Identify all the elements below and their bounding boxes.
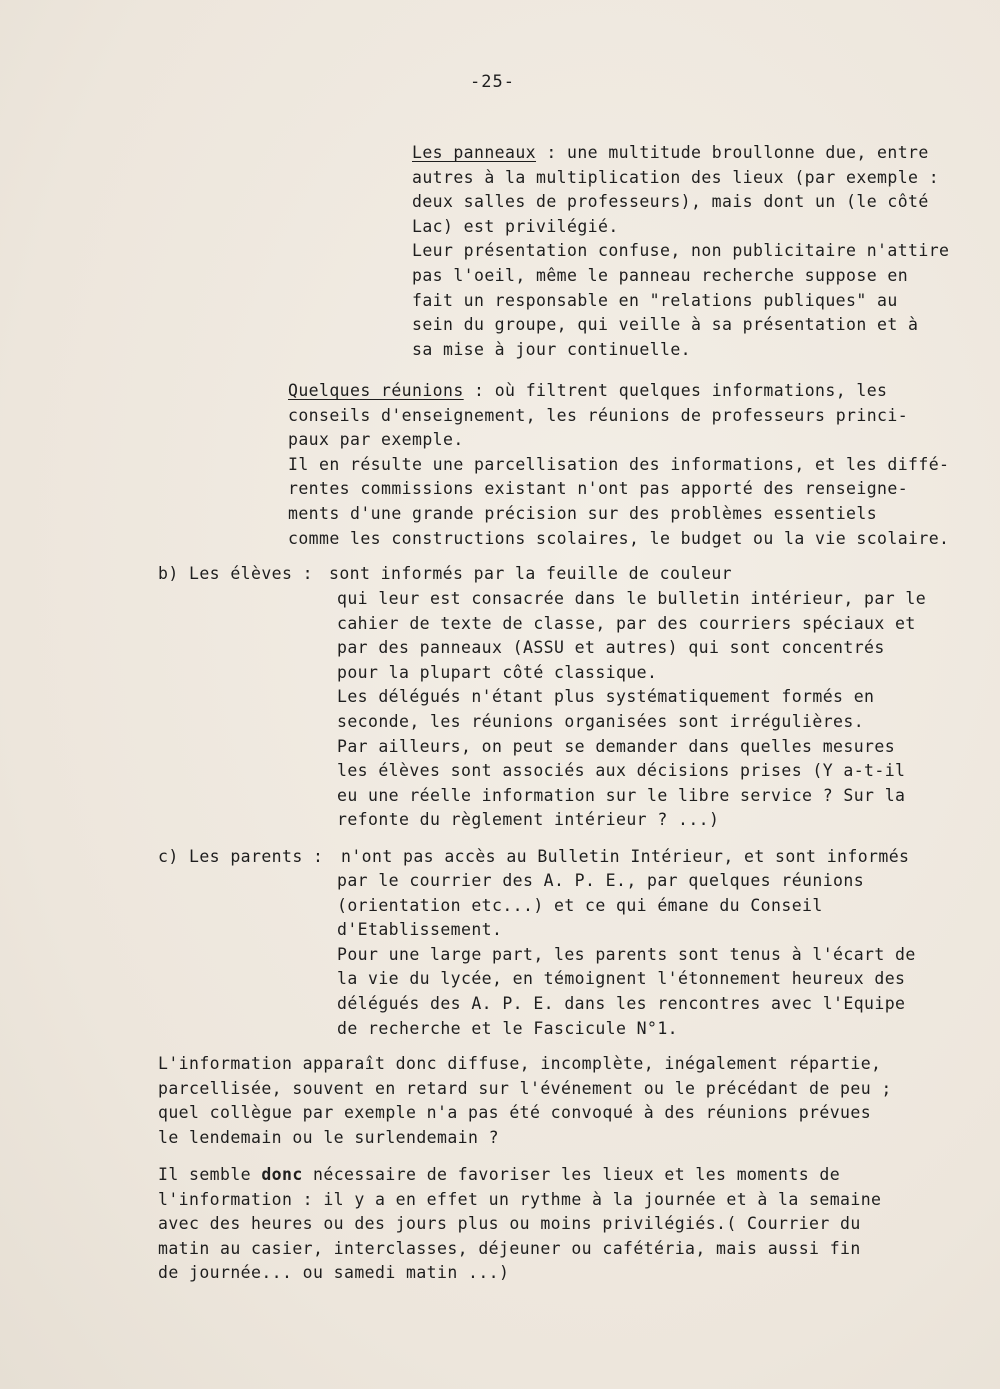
paragraph-line: d'Etablissement. bbox=[337, 920, 503, 940]
paragraph-line: par le courrier des A. P. E., par quelques réunions bbox=[337, 871, 865, 890]
section-label-eleves: b) Les élèves : bbox=[158, 564, 314, 583]
paragraph-line: Il en résulte une parcellisation des informations, et les diffé- bbox=[288, 454, 950, 474]
paragraph-line: Pour une large part, les parents sont tenus à l'écart de bbox=[337, 944, 916, 964]
paragraph-line: la vie du lycée, en témoignent l'étonnement heureux des bbox=[337, 969, 906, 989]
paragraph-line bbox=[412, 141, 949, 166]
paragraph-conclusion-1 bbox=[158, 1052, 892, 1150]
paragraph-line: autres à la multiplication des lieux (par exemple : bbox=[412, 167, 940, 187]
paragraph-line: Lac) est privilégié. bbox=[412, 216, 619, 236]
text-span: : où filtrent quelques informations, les bbox=[463, 381, 888, 400]
paragraph-line: (orientation etc...) et ce qui émane du Conseil bbox=[337, 895, 823, 915]
paragraph-line bbox=[158, 1163, 881, 1188]
paragraph-line: l'information : il y a en effet un rythme à la journée et à la semaine bbox=[158, 1189, 882, 1209]
text-span: nécessaire de favoriser les lieux et les moments de bbox=[302, 1165, 841, 1184]
paragraph-line: parcellisée, souvent en retard sur l'événement ou le précédant de peu ; bbox=[158, 1078, 892, 1098]
section-label-reunions: Quelques réunions bbox=[288, 381, 464, 400]
paragraph-line: par des panneaux (ASSU et autres) qui sont concentrés bbox=[337, 638, 885, 658]
paragraph-panneaux bbox=[412, 141, 949, 362]
paragraph-line: sein du groupe, qui veille à sa présentation et à bbox=[412, 315, 919, 335]
text-span: : une multitude broullonne due, entre bbox=[536, 143, 929, 162]
paragraph-line: deux salles de professeurs), mais dont un (le côté bbox=[412, 192, 929, 212]
paragraph-line: Les délégués n'étant plus systématiquement formés en bbox=[337, 687, 875, 707]
paragraph-line: seconde, les réunions organisées sont irrégulières. bbox=[337, 711, 865, 731]
paragraph-line: n'ont pas accès au Bulletin Intérieur, et sont informés bbox=[341, 847, 910, 866]
paragraph-line: avec des heures ou des jours plus ou moins privilégiés.( Courrier du bbox=[158, 1214, 861, 1234]
paragraph-line: Leur présentation confuse, non publicitaire n'attire bbox=[412, 241, 950, 261]
paragraph-line: qui leur est consacrée dans le bulletin intérieur, par le bbox=[337, 589, 927, 608]
paragraph-line: sont informés par la feuille de couleur bbox=[329, 564, 733, 583]
paragraph-line: Par ailleurs, on peut se demander dans quelles mesures bbox=[337, 736, 896, 756]
paragraph-eleves bbox=[337, 587, 926, 833]
paragraph-line: fait un responsable en "relations publiques" au bbox=[412, 290, 898, 310]
paragraph-line: le lendemain ou le surlendemain ? bbox=[158, 1127, 500, 1147]
paragraph-line: refonte du règlement intérieur ? ...) bbox=[337, 810, 720, 830]
paragraph-line: comme les constructions scolaires, le budget ou la vie scolaire. bbox=[288, 528, 950, 548]
paragraph-line: les élèves sont associés aux décisions prises (Y a-t-il bbox=[337, 761, 906, 781]
paragraph-line: quel collègue par exemple n'a pas été convoqué à des réunions prévues bbox=[158, 1103, 872, 1123]
paragraph-line: pas l'oeil, même le panneau recherche suppose en bbox=[412, 265, 909, 285]
paragraph-line: délégués des A. P. E. dans les rencontres avec l'Equipe bbox=[337, 993, 906, 1013]
section-label-parents: c) Les parents : bbox=[158, 847, 324, 866]
paragraph-conclusion-2 bbox=[158, 1163, 881, 1286]
paragraph-reunions bbox=[288, 379, 949, 551]
text-span: Il semble bbox=[158, 1165, 262, 1184]
paragraph-line: sa mise à jour continuelle. bbox=[412, 339, 692, 359]
paragraph-line: conseils d'enseignement, les réunions de professeurs princi- bbox=[288, 405, 909, 425]
paragraph-line bbox=[288, 379, 949, 404]
paragraph-line: de recherche et le Fascicule N°1. bbox=[337, 1018, 679, 1038]
page-number: -25- bbox=[470, 72, 515, 92]
paragraph-line: eu une réelle information sur le libre service ? Sur la bbox=[337, 785, 906, 805]
paragraph-line: cahier de texte de classe, par des courriers spéciaux et bbox=[337, 613, 916, 633]
paragraph-line: L'information apparaît donc diffuse, incomplète, inégalement répartie, bbox=[158, 1054, 882, 1073]
paragraph-line: pour la plupart côté classique. bbox=[337, 662, 658, 682]
section-label-panneaux: Les panneaux bbox=[412, 143, 537, 162]
paragraph-line: paux par exemple. bbox=[288, 430, 464, 450]
emphasis-text: donc bbox=[261, 1165, 303, 1184]
paragraph-line: rentes commissions existant n'ont pas apporté des renseigne- bbox=[288, 479, 909, 499]
paragraph-line: ments d'une grande précision sur des problèmes essentiels bbox=[288, 503, 878, 523]
paragraph-parents bbox=[337, 869, 916, 1041]
paragraph-line: de journée... ou samedi matin ...) bbox=[158, 1263, 510, 1283]
paragraph-line: matin au casier, interclasses, déjeuner ou cafétéria, mais aussi fin bbox=[158, 1238, 861, 1258]
